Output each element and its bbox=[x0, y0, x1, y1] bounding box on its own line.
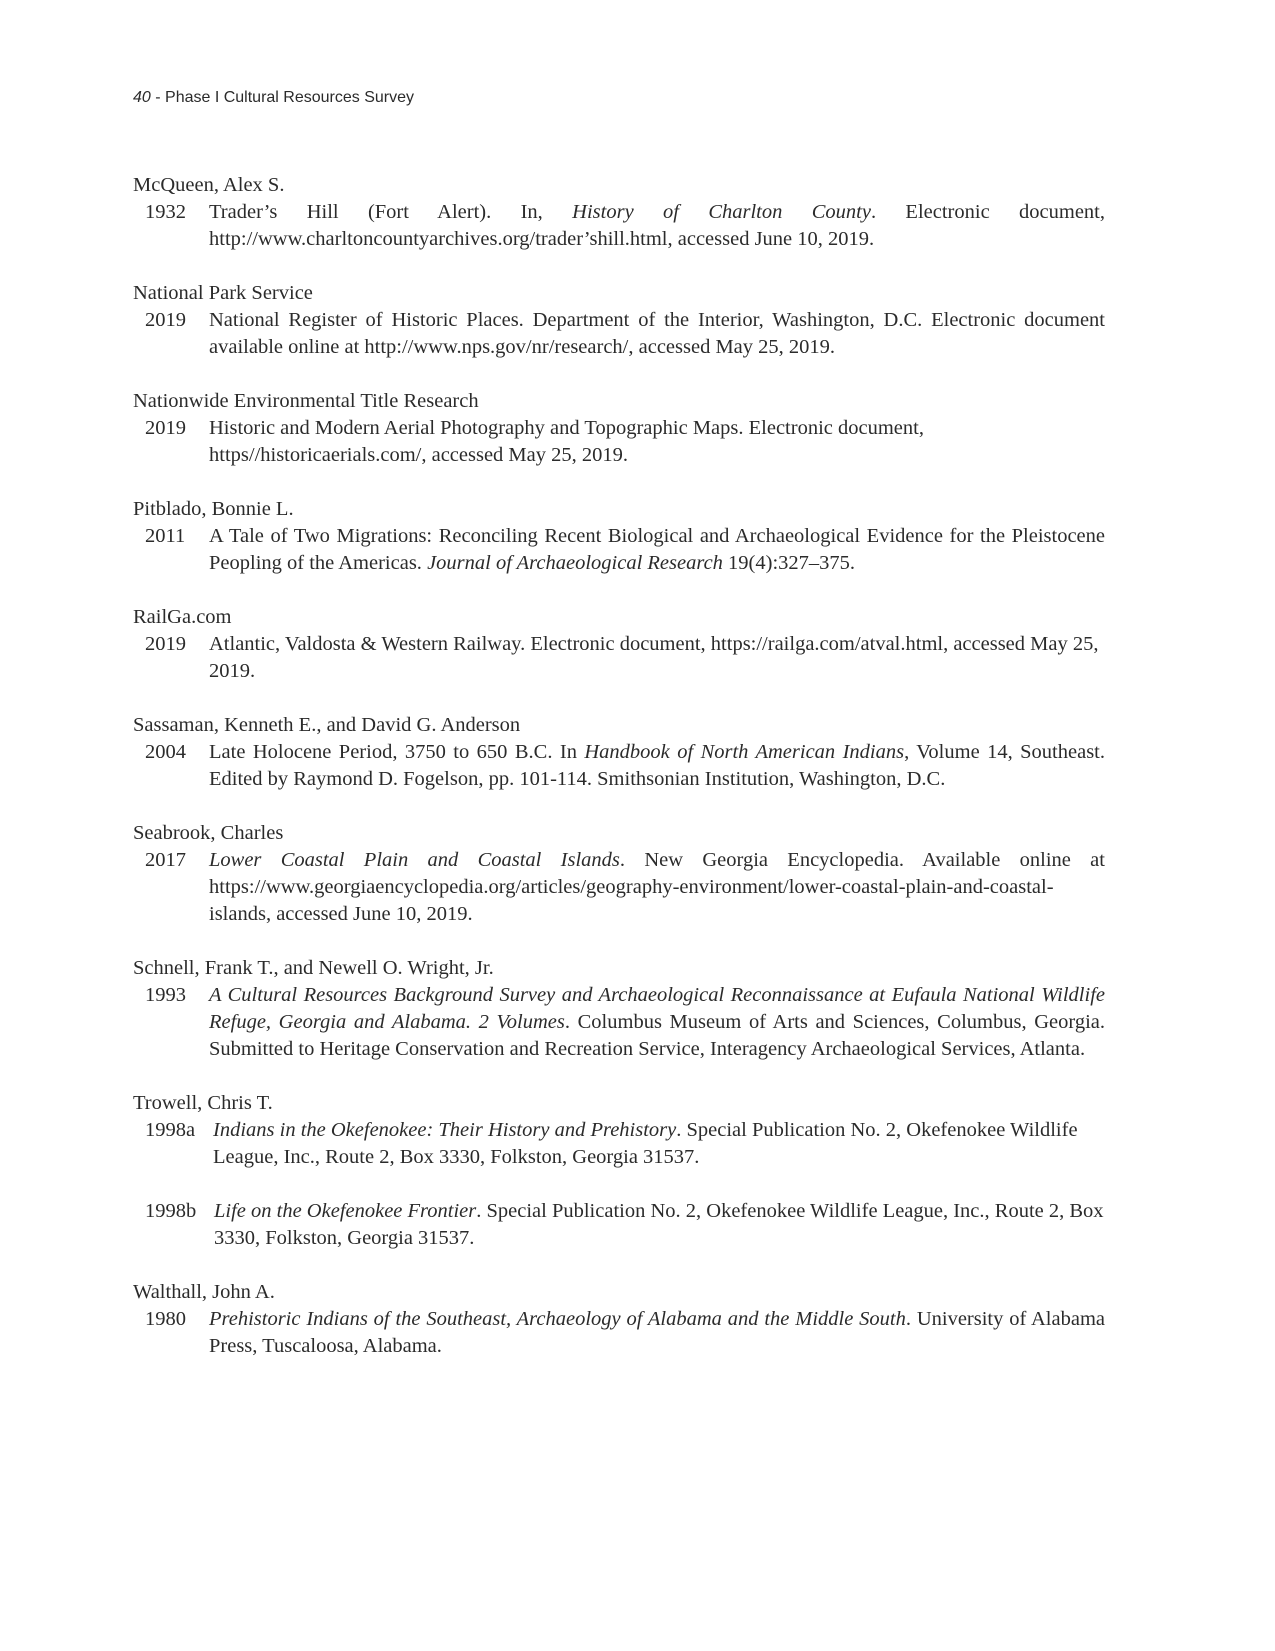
reference-year: 1980 bbox=[145, 1308, 186, 1330]
reference-year: 2019 bbox=[145, 309, 186, 331]
page-number: 40 bbox=[133, 89, 151, 106]
reference-year: 2004 bbox=[145, 741, 186, 763]
reference-entry bbox=[133, 1306, 1105, 1360]
reference-entry bbox=[133, 1198, 1105, 1252]
reference-author: Nationwide Environmental Title Research bbox=[133, 390, 479, 412]
reference-title: A Cultural Resources Background Survey and Archaeological Reconnaissance at Eufaula National Wildlife Refuge, Georgia and Alabama. 2 Volumes bbox=[209, 984, 1105, 1033]
reference-text: Historic and Modern Aerial Photography and Topographic Maps. Electronic document, https//historicaerials.com/, accessed May 25, 2019. bbox=[209, 417, 924, 466]
reference-text: , Volume 14, Southeast. Edited by Raymond D. Fogelson, pp. 101-114. Smithsonian Institution, Washington, D.C. bbox=[209, 741, 1105, 790]
reference-text: . New Georgia Encyclopedia. Available online at https://www.georgiaencyclopedia.org/articles/geography-environment/lower-coastal-plain-and-coastal-islands, accessed June 10, 2019. bbox=[209, 849, 1105, 925]
reference-author: Pitblado, Bonnie L. bbox=[133, 498, 294, 520]
reference-author: Schnell, Frank T., and Newell O. Wright, Jr. bbox=[133, 957, 494, 979]
reference-text: . University of Alabama Press, Tuscaloosa, Alabama. bbox=[209, 1308, 1105, 1357]
reference-entry bbox=[133, 415, 1105, 469]
header-separator: - bbox=[150, 89, 166, 106]
reference-year: 2017 bbox=[145, 849, 186, 871]
reference-author: Sassaman, Kenneth E., and David G. Anderson bbox=[133, 714, 521, 736]
reference-year: 1993 bbox=[145, 984, 186, 1006]
reference-text: Atlantic, Valdosta & Western Railway. Electronic document, https://railga.com/atval.html, accessed May 25, 2019. bbox=[209, 633, 1099, 682]
reference-entry bbox=[133, 1117, 1105, 1171]
reference-entry bbox=[133, 199, 1105, 253]
reference-text: National Register of Historic Places. Department of the Interior, Washington, D.C. Electronic document available online at http://www.nps.gov/nr/research/, accessed May 25, 2019. bbox=[209, 309, 1105, 358]
reference-text: . Special Publication No. 2, Okefenokee Wildlife League, Inc., Route 2, Box 3330, Folkston, Georgia 31537. bbox=[214, 1200, 1104, 1249]
reference-title: History of Charlton County bbox=[572, 201, 871, 223]
reference-title: Handbook of North American Indians bbox=[584, 741, 905, 763]
reference-year: 2019 bbox=[145, 417, 186, 439]
reference-text: Late Holocene Period, 3750 to 650 B.C. In bbox=[209, 741, 585, 763]
reference-entry bbox=[133, 982, 1105, 1063]
reference-year: 1932 bbox=[145, 201, 186, 223]
reference-author: RailGa.com bbox=[133, 606, 232, 628]
reference-text: . Electronic document, http://www.charltoncountyarchives.org/trader’shill.html, accessed June 10, 2019. bbox=[209, 201, 1105, 250]
reference-text: Trader’s Hill (Fort Alert). In, bbox=[209, 201, 573, 223]
reference-author: Seabrook, Charles bbox=[133, 822, 284, 844]
reference-author: McQueen, Alex S. bbox=[133, 174, 285, 196]
reference-entry bbox=[133, 631, 1105, 685]
reference-list bbox=[133, 172, 1105, 1360]
reference-text: A Tale of Two Migrations: Reconciling Recent Biological and Archaeological Evidence for the Pleistocene Peopling of the Americas. bbox=[209, 525, 1105, 574]
document-title: Phase I Cultural Resources Survey bbox=[165, 89, 415, 106]
reference-entry bbox=[133, 307, 1105, 361]
reference-year: 1998b bbox=[145, 1200, 197, 1222]
reference-entry bbox=[133, 523, 1105, 577]
reference-year: 2011 bbox=[145, 525, 186, 547]
reference-year: 1998a bbox=[145, 1119, 196, 1141]
reference-title: Lower Coastal Plain and Coastal Islands bbox=[209, 849, 620, 871]
reference-text: . Columbus Museum of Arts and Sciences, Columbus, Georgia. Submitted to Heritage Conservation and Recreation Service, Interagency Archaeological Services, Atlanta. bbox=[209, 1011, 1105, 1060]
reference-title: Life on the Okefenokee Frontier bbox=[214, 1200, 477, 1222]
reference-entry bbox=[133, 739, 1105, 793]
reference-year: 2019 bbox=[145, 633, 186, 655]
reference-text: 19(4):327–375. bbox=[722, 552, 856, 574]
reference-title: Indians in the Okefenokee: Their History and Prehistory bbox=[213, 1119, 677, 1141]
reference-title: Prehistoric Indians of the Southeast, Archaeology of Alabama and the Middle South bbox=[209, 1308, 906, 1330]
reference-author: Trowell, Chris T. bbox=[133, 1092, 273, 1114]
reference-title: Journal of Archaeological Research bbox=[427, 552, 723, 574]
reference-author: National Park Service bbox=[133, 282, 313, 304]
reference-entry bbox=[133, 847, 1105, 928]
reference-text: . Special Publication No. 2, Okefenokee Wildlife League, Inc., Route 2, Box 3330, Folkston, Georgia 31537. bbox=[213, 1119, 1078, 1168]
reference-author: Walthall, John A. bbox=[133, 1281, 275, 1303]
running-header bbox=[133, 89, 414, 107]
